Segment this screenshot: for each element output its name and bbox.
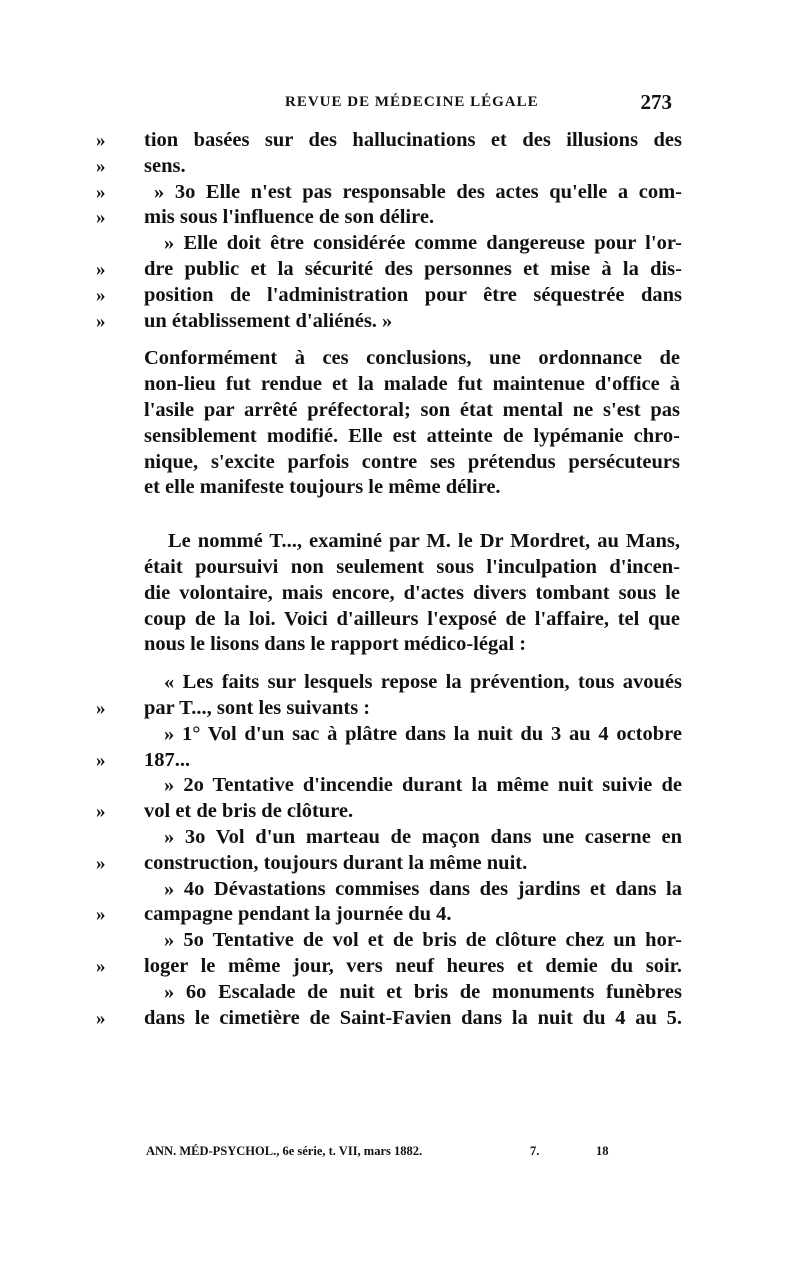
- text-line: » Elle doit être considérée comme dangereuse pour l'or-: [164, 232, 682, 255]
- text-line: » par T..., sont les suivants :: [96, 696, 371, 719]
- text-line: » mis sous l'influence de son délire.: [96, 206, 435, 229]
- paragraph-case-t: Le nommé T..., examiné par M. le Dr Mordret, au Mans, était poursuivi non seulement sous l'inculpation d'incen- die volontaire, mais encore, d'actes divers tombant sous le coup de la loi. Voici d'ailleurs l'exposé de l'affaire, tel que nous le lisons dans le rapport médico-légal :: [144, 530, 680, 656]
- running-title: REVUE DE MÉDECINE LÉGALE: [285, 94, 539, 110]
- quoted-facts: [96, 670, 682, 1031]
- page-number: 273: [640, 90, 672, 114]
- spacer: [96, 334, 682, 346]
- journal-citation: ANN. MÉD-PSYCHOL., 6e série, t. VII, mars 1882.: [146, 1144, 423, 1158]
- text-line: » tion basées sur des hallucinations et des illusions des: [96, 129, 682, 151]
- quoted-conclusions: [96, 128, 682, 334]
- text-line: » 1° Vol d'un sac à plâtre dans la nuit du 3 au 4 octobre: [164, 722, 682, 745]
- text-line: » sens.: [96, 154, 186, 177]
- text-line: » dre public et la sécurité des personnes et mise à la dis-: [96, 257, 682, 280]
- text-line: » » 3o Elle n'est pas responsable des actes qu'elle a com-: [96, 180, 682, 203]
- text-line: » un établissement d'aliénés. »: [96, 309, 393, 332]
- text-line: « Les faits sur lesquels repose la prévention, tous avoués: [164, 671, 682, 694]
- page-header: [120, 92, 680, 116]
- text-line: » 4o Dévastations commises dans des jardins et dans la: [164, 877, 682, 900]
- paragraph-outcome: Conformément à ces conclusions, une ordonnance de non-lieu fut rendue et la malade fut maintenue d'office à l'asile par arrêté préfectoral; son état mental ne s'est pas sensiblement modifié. Elle est atteinte de lypémanie chro- nique, s'excite parfois contre ses prétendus persécuteurs et elle manifeste toujours le même délire.: [144, 347, 680, 499]
- text-line: » 2o Tentative d'incendie durant la même nuit suivie de: [164, 774, 682, 797]
- spacer: [96, 501, 682, 529]
- text-line: » dans le cimetière de Saint-Favien dans la nuit du 4 au 5.: [96, 1006, 682, 1029]
- sheet-number: 18: [596, 1144, 609, 1158]
- page-footer: [146, 1144, 646, 1159]
- text-line: » campagne pendant la journée du 4.: [96, 903, 452, 926]
- text-line: » 3o Vol d'un marteau de maçon dans une caserne en: [164, 825, 682, 848]
- text-line: » 6o Escalade de nuit et bris de monuments funèbres: [164, 980, 682, 1003]
- text-line: » construction, toujours durant la même nuit.: [96, 851, 528, 874]
- text-line: » loger le même jour, vers neuf heures et demie du soir.: [96, 954, 682, 977]
- text-line: » vol et de bris de clôture.: [96, 800, 354, 823]
- text-line: » 5o Tentative de vol et de bris de clôture chez un hor-: [164, 929, 682, 952]
- text-line: » position de l'administration pour être séquestrée dans: [96, 283, 682, 306]
- text-line: » 187...: [96, 748, 191, 771]
- signature-mark: 7.: [530, 1144, 540, 1158]
- body-text: [96, 128, 682, 1031]
- spacer: [96, 658, 682, 670]
